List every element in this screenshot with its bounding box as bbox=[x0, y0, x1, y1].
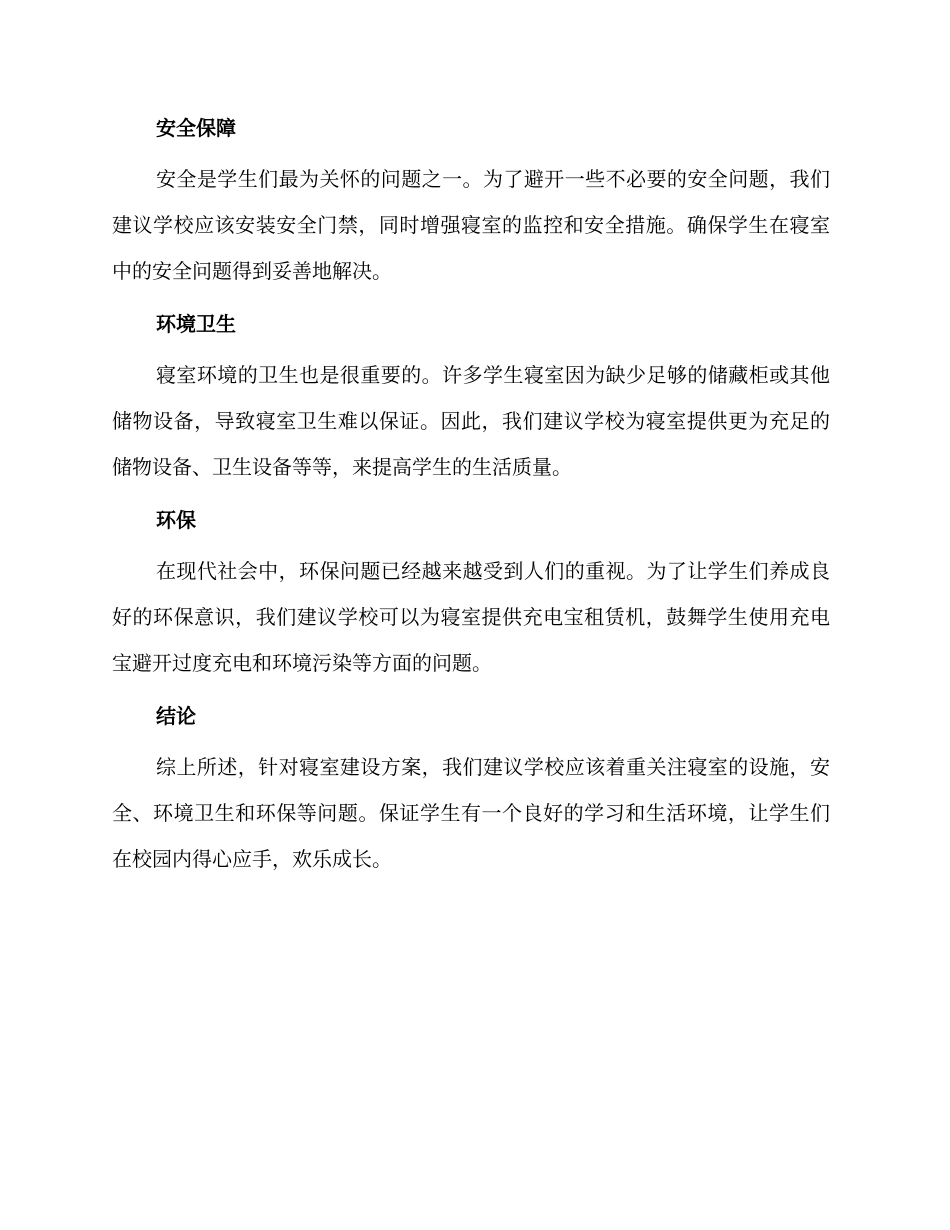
section-paragraph: 在现代社会中，环保问题已经越来越受到人们的重视。为了让学生们养成良好的环保意识，我们建议学校可以为寝室提供充电宝租赁机，鼓舞学生使用充电宝避开过度充电和环境污染等方面的问题。 bbox=[112, 559, 830, 675]
section-heading: 环保 bbox=[156, 508, 196, 532]
section-hygiene bbox=[112, 306, 830, 490]
section-safety bbox=[112, 110, 830, 294]
section-environment bbox=[112, 502, 830, 686]
section-paragraph: 寝室环境的卫生也是很重要的。许多学生寝室因为缺少足够的储藏柜或其他储物设备，导致寝室卫生难以保证。因此，我们建议学校为寝室提供更为充足的储物设备、卫生设备等等，来提高学生的生活质量。 bbox=[112, 363, 830, 479]
section-heading: 结论 bbox=[156, 704, 196, 728]
section-paragraph: 安全是学生们最为关怀的问题之一。为了避开一些不必要的安全问题，我们建议学校应该安装安全门禁，同时增强寝室的监控和安全措施。确保学生在寝室中的安全问题得到妥善地解决。 bbox=[112, 167, 830, 283]
section-heading: 安全保障 bbox=[156, 116, 236, 140]
section-paragraph: 综上所述，针对寝室建设方案，我们建议学校应该着重关注寝室的设施，安全、环境卫生和环保等问题。保证学生有一个良好的学习和生活环境，让学生们在校园内得心应手，欢乐成长。 bbox=[112, 755, 830, 871]
section-heading: 环境卫生 bbox=[156, 312, 236, 336]
section-conclusion bbox=[112, 698, 830, 882]
